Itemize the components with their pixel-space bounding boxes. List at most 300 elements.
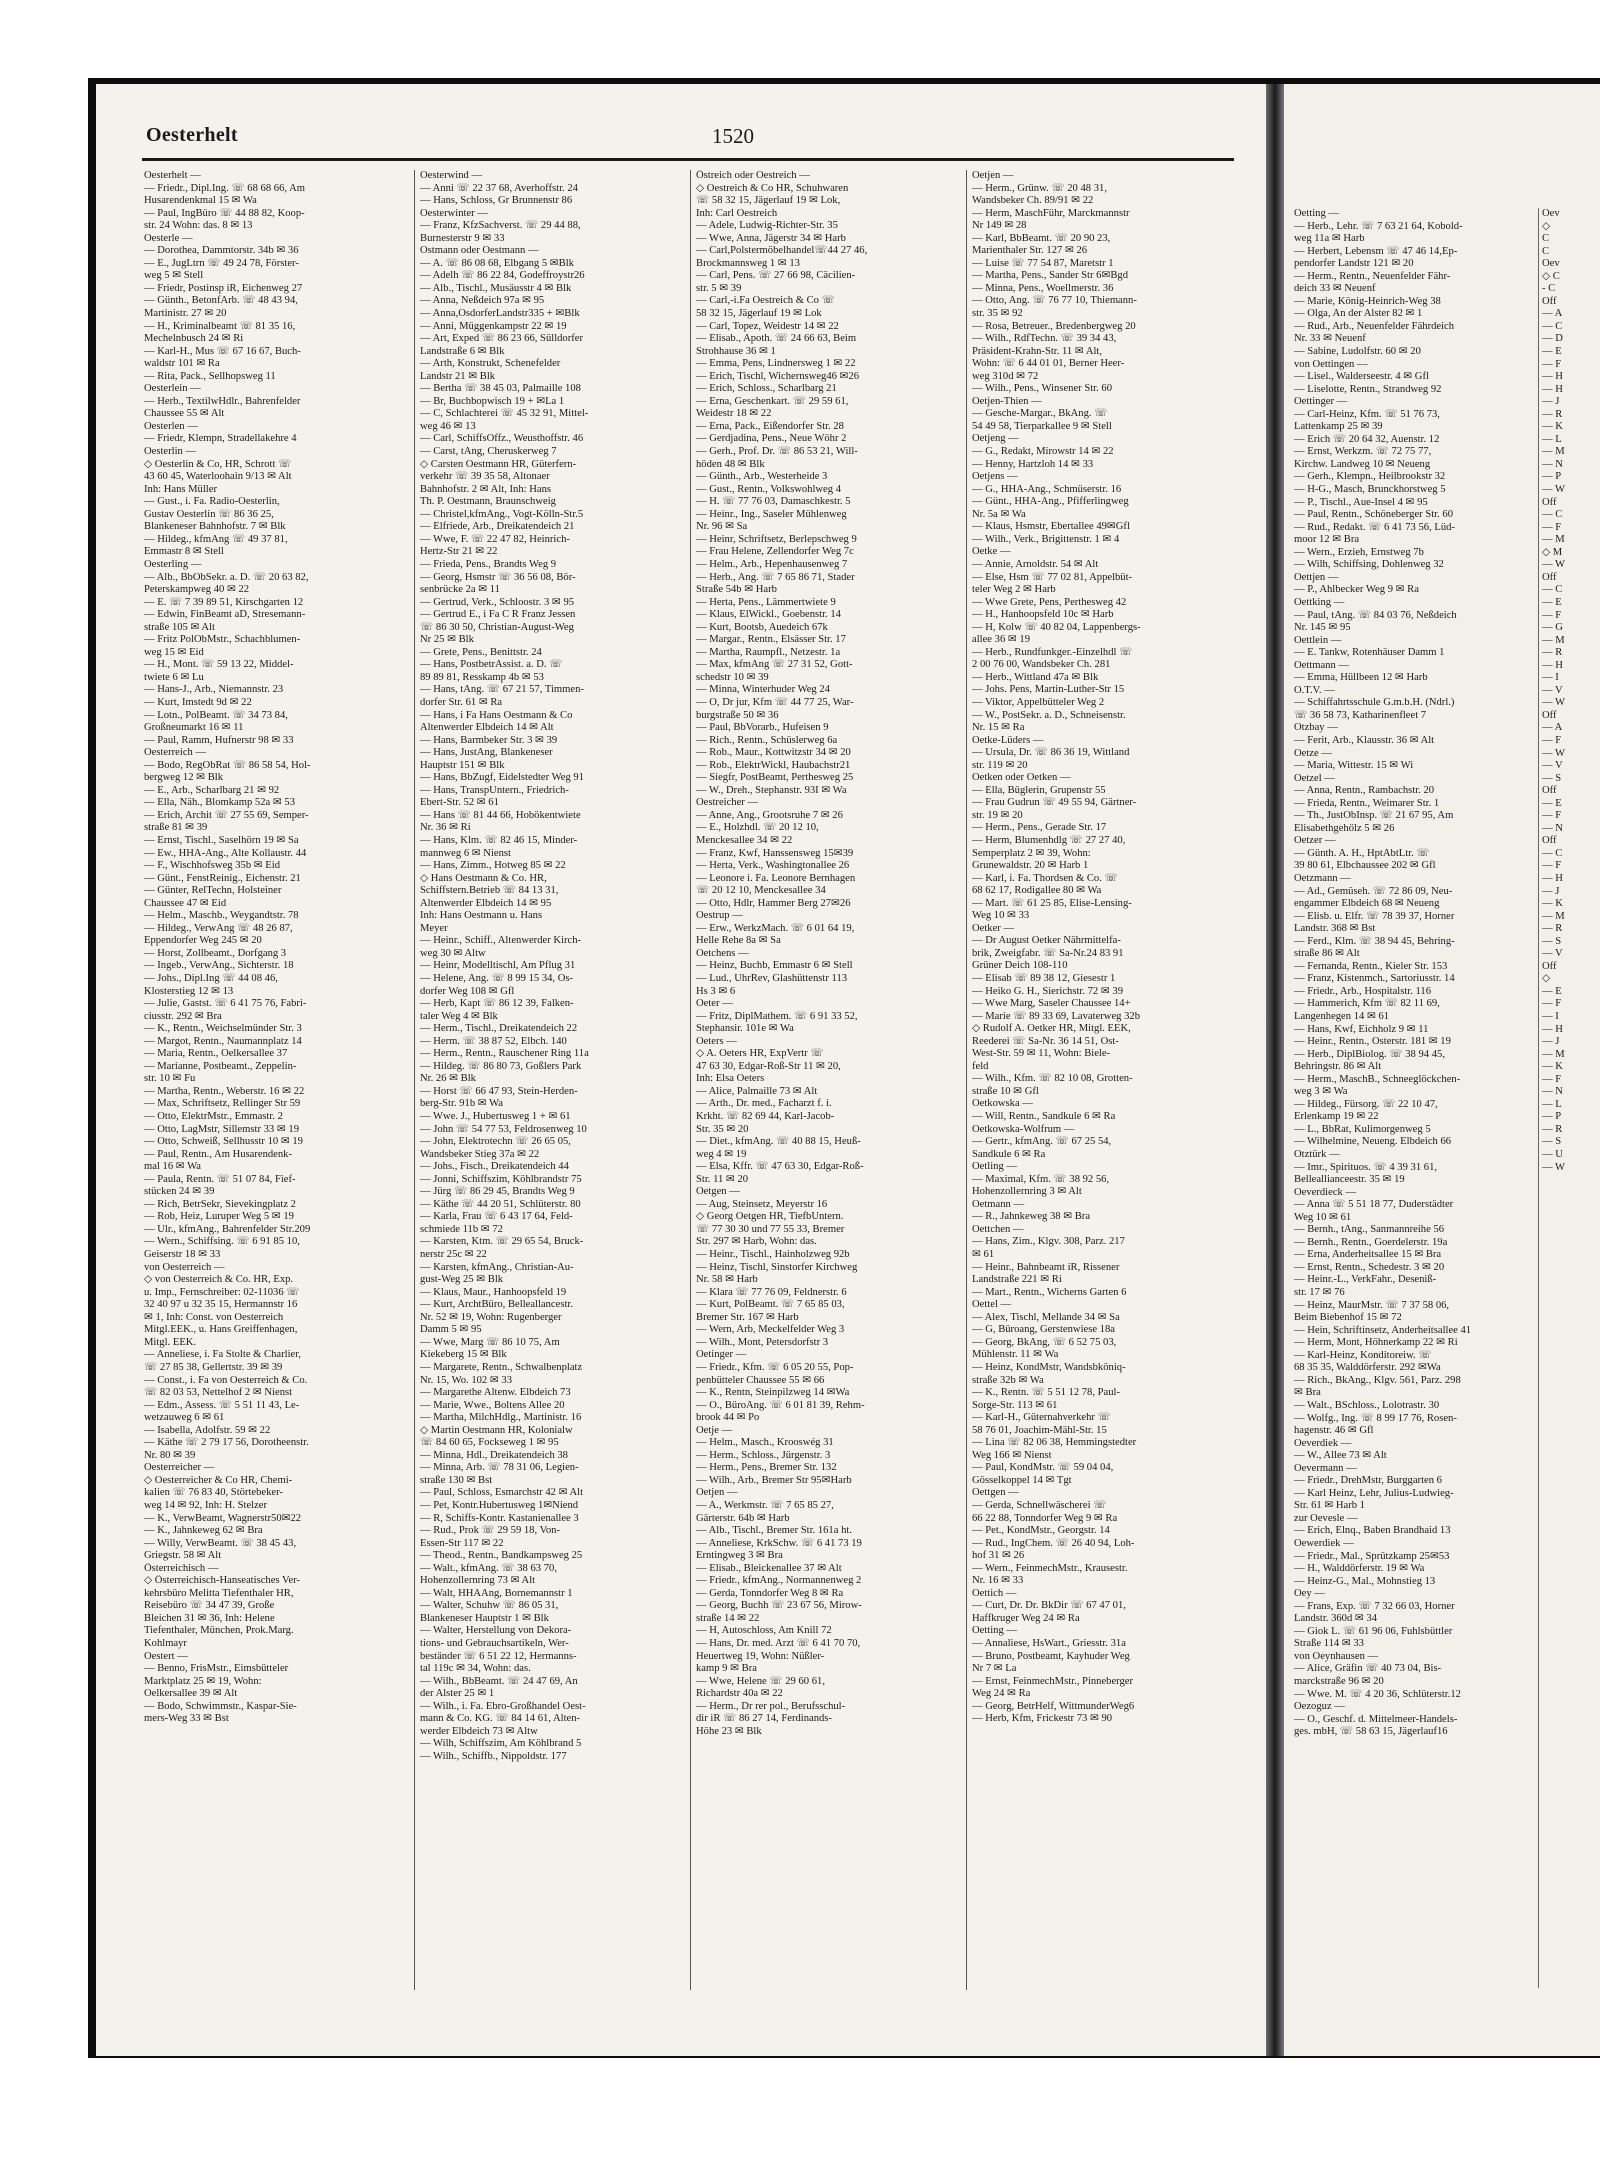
directory-entry-line: dorfer Weg 108 ✉ Gfl — [420, 985, 515, 997]
directory-entry-line: — C, Schlachterei ☏ 45 32 91, Mittel- — [420, 408, 589, 420]
directory-entry-line: — H., Kriminalbeamt ☏ 81 35 16, — [144, 320, 296, 332]
directory-entry-line: Hohenzollernring 73 ✉ Alt — [420, 1575, 536, 1587]
directory-entry-line: — Anneliese, KrkSchw. ☏ 6 41 73 19 — [696, 1537, 862, 1549]
directory-entry-line: kehrsbüro Melitta Tiefenthaler HR, — [144, 1587, 294, 1599]
directory-entry-line: Behringstr. 86 ✉ Alt — [1294, 1061, 1382, 1073]
directory-entry-line: 47 63 30, Edgar-Roß-Str 11 ✉ 20, — [696, 1060, 841, 1072]
directory-entry-line: Husarendenkmal 15 ✉ Wa — [144, 195, 257, 207]
directory-entry-line: — H-G., Masch, Brunckhorstweg 5 — [1294, 484, 1446, 496]
directory-entry-line: — Bruno, Postbeamt, Kayhuder Weg — [972, 1650, 1130, 1662]
directory-entry-line: — Karsten, Ktm. ☏ 29 65 54, Bruck- — [420, 1236, 584, 1248]
directory-entry-line: — Anna,OsdorferLandstr335 + ✉Blk — [420, 308, 580, 320]
directory-entry-line: — Gerdjadina, Pens., Neue Wöhr 2 — [696, 433, 847, 445]
directory-entry-line: — Friedr., DrehMstr, Burggarten 6 — [1294, 1475, 1442, 1487]
directory-entry-line: Grüner Deich 108-110 — [972, 960, 1068, 972]
directory-entry-line: — Th., JustObInsp. ☏ 21 67 95, Am — [1294, 810, 1454, 822]
directory-entry-line: — Rob, Heiz, Luruper Weg 5 ✉ 19 — [144, 1211, 294, 1223]
directory-entry-line: Blankeneser Hauptstr 1 ✉ Blk — [420, 1612, 549, 1624]
directory-entry-line: Nr. 15, Wo. 102 ✉ 33 — [420, 1374, 512, 1386]
directory-entry-line: Oey — — [1294, 1588, 1325, 1600]
directory-entry-line: Oesterhelt — — [144, 170, 201, 181]
directory-entry-line: — Gust., i. Fa. Radio-Oesterlin, — [144, 496, 280, 508]
directory-entry-line: — Wilh., Verk., Brigittenstr. 1 ✉ 4 — [972, 533, 1120, 545]
directory-entry-line: straße 130 ✉ Bst — [420, 1474, 493, 1486]
directory-entry-line: Eppendorfer Weg 245 ✉ 20 — [144, 935, 262, 947]
directory-entry-line: ◇ A. Oeters HR, ExpVertr ☏ — [696, 1048, 824, 1060]
directory-entry-line: — G., Redakt, Mirowstr 14 ✉ 22 — [972, 446, 1114, 458]
directory-entry-line: — H — [1542, 383, 1563, 395]
directory-entry-line: — Hans, Zimm., Hotweg 85 ✉ 22 — [420, 860, 566, 872]
directory-entry-line: — H, Autoschloss, Am Knill 72 — [696, 1625, 832, 1637]
directory-entry-line: — Bodo, Schwimmstr., Kaspar-Sie- — [144, 1700, 297, 1712]
directory-entry-line: — Horst ☏ 66 47 93, Stein-Herden- — [420, 1085, 578, 1097]
facing-page-column — [1294, 208, 1534, 1739]
directory-entry-line: Oetke-Lüders — — [972, 734, 1044, 746]
directory-entry-line: — Klaus, Maur., Hanhoopsfeld 19 — [420, 1286, 567, 1298]
directory-entry-line: — Paul, tAng. ☏ 84 03 76, Neßdeich — [1294, 609, 1457, 621]
directory-entry-line: — Heinz, Tischl, Sinstorfer Kirchweg — [696, 1261, 858, 1273]
directory-entry-line: Landstr 21 ✉ Blk — [420, 370, 496, 382]
directory-entry-line: — G., HHA-Ang., Schmüserstr. 16 — [972, 483, 1122, 495]
directory-entry-line: — Herm., Tischl., Dreikatendeich 22 — [420, 1023, 578, 1035]
directory-entry-line: — Käthe ☏ 2 79 17 56, Dorotheenstr. — [144, 1437, 309, 1449]
directory-entry-line: Wandsbeker Stieg 37a ✉ 22 — [420, 1148, 540, 1160]
directory-entry-line: — F — [1542, 734, 1562, 746]
directory-entry-line: — Heinr., Ing., Saseler Mühlenweg — [696, 508, 847, 520]
directory-entry-line: — Ernst, Werkzm. ☏ 72 75 77, — [1294, 446, 1432, 458]
directory-entry-line: straße 32b ✉ Wa — [972, 1374, 1044, 1386]
directory-entry-line: — Wilhelmine, Neueng. Elbdeich 66 — [1294, 1136, 1452, 1148]
directory-entry-line: ☏ 20 12 10, Menckesallee 34 — [696, 885, 826, 897]
directory-entry-line: — N — [1542, 822, 1563, 834]
directory-entry-line: Reisebüro ☏ 34 47 39, Große — [144, 1600, 275, 1612]
directory-entry-line: Oettel — — [972, 1299, 1012, 1311]
directory-entry-line: — Walt, HHAAng, Bornemannstr 1 — [420, 1587, 573, 1599]
directory-entry-line: — Marie ☏ 89 33 69, Lavaterweg 32b — [972, 1010, 1140, 1022]
directory-entry-line: — John ☏ 54 77 53, Feldrosenweg 10 — [420, 1123, 587, 1135]
directory-entry-line: — H — [1542, 371, 1563, 383]
directory-entry-line: 43 60 45, Waterloohain 9/13 ✉ Alt — [144, 471, 292, 483]
directory-entry-line: — Georg, BkAng, ☏ 6 52 75 03, — [972, 1336, 1117, 1348]
directory-entry-line: — Emma, Pens, Lindnersweg 1 ✉ 22 — [696, 358, 856, 370]
directory-entry-line: Marktplatz 25 ✉ 19, Wohn: — [144, 1675, 262, 1687]
directory-entry-line: — Carst, tAng, Cheruskerweg 7 — [420, 446, 557, 458]
directory-entry-line: Straße 114 ✉ 33 — [1294, 1638, 1364, 1650]
directory-entry-line: Wandsbeker Ch. 89/91 ✉ 22 — [972, 195, 1094, 207]
directory-entry-line: Damm 5 ✉ 95 — [420, 1324, 482, 1336]
directory-entry-line: — C — [1542, 320, 1563, 332]
directory-entry-line: — S — [1542, 935, 1562, 947]
directory-entry-line: — Annaliese, HsWart., Griesstr. 31a — [972, 1637, 1126, 1649]
directory-entry-line: Mitgl.EEK., u. Hans Greiffenhagen, — [144, 1324, 298, 1336]
directory-entry-line: Nr. 5a ✉ Wa — [972, 508, 1026, 520]
directory-entry-line: — Adelh ☏ 86 22 84, Godeffroystr26 — [420, 270, 585, 282]
directory-entry-line: — C — [1542, 847, 1563, 859]
directory-entry-line: — Günter, RelTechn, Holsteiner — [144, 885, 282, 897]
directory-entry-line: — Hans, i Fa Hans Oestmann & Co — [420, 709, 573, 721]
directory-entry-line: — Max, Schriftsetz, Rellinger Str 59 — [144, 1098, 301, 1110]
directory-entry-line: — Martha, MilchHdlg., Martinistr. 16 — [420, 1412, 582, 1424]
directory-entry-line: — Lisel., Walderseestr. 4 ✉ Gfl — [1294, 371, 1429, 383]
directory-entry-line: Oetting — — [1294, 208, 1340, 219]
directory-entry-line: — Otto, Hdlr, Hammer Berg 27✉26 — [696, 897, 851, 909]
directory-entry-line: — Herm., Pens., Bremer Str. 132 — [696, 1462, 837, 1474]
directory-entry-line: Marienthaler Str. 127 ✉ 26 — [972, 245, 1088, 257]
directory-entry-line: Landstraße 6 ✉ Blk — [420, 345, 505, 357]
directory-entry-line: — Herm., MaschB., Schneeglöckchen- — [1294, 1073, 1461, 1085]
directory-entry-line: — Otto, Schweiß, Sellhusstr 10 ✉ 19 — [144, 1136, 303, 1148]
directory-entry-line: — Minna, Hdl., Dreikatendeich 38 — [420, 1449, 568, 1461]
directory-entry-line: Oesterreich — — [144, 747, 207, 759]
directory-entry-line: ◇ M — [1542, 546, 1563, 558]
directory-entry-line: — Erw., WerkzMach. ☏ 6 01 64 19, — [696, 922, 855, 934]
directory-entry-line: Lattenkamp 25 ✉ 39 — [1294, 421, 1383, 433]
directory-entry-line: Oettich — — [972, 1587, 1017, 1599]
directory-entry-line: — Jürg ☏ 86 29 45, Brandts Weg 9 — [420, 1186, 575, 1198]
directory-entry-line: Großneumarkt 16 ✉ 11 — [144, 722, 244, 734]
directory-entry-line: verkehr ☏ 39 35 58, Altonaer — [420, 471, 550, 483]
directory-entry-line: Nr. 58 ✉ Harb — [696, 1274, 758, 1286]
directory-entry-line: — Ella, Büglerin, Grupenstr 55 — [972, 784, 1106, 796]
directory-entry-line: Tiefenthaler, München, Prok.Marg. — [144, 1625, 294, 1637]
directory-entry-line: Inh: Hans Oestmann u. Hans — [420, 910, 543, 922]
directory-entry-line: — E — [1542, 985, 1562, 997]
directory-entry-line: — Gertrud, Verk., Schloostr. 3 ✉ 95 — [420, 596, 575, 608]
directory-entry-line: — Paul, Rentn., Schöneberger Str. 60 — [1294, 509, 1453, 521]
directory-entry-line: — Carl, SchiffsOffz., Weusthoffstr. 46 — [420, 433, 584, 445]
directory-entry-line: — J — [1542, 1036, 1560, 1048]
directory-entry-line: — Wwe Grete, Pens, Perthesweg 42 — [972, 596, 1127, 608]
directory-entry-line: senbrücke 2a ✉ 11 — [420, 584, 500, 596]
directory-entry-line: tions- und Gebrauchsartikeln, Wer- — [420, 1637, 569, 1649]
directory-entry-line: dir iR ☏ 86 27 14, Ferdinands- — [696, 1713, 832, 1725]
directory-entry-line: — Helene, Ang. ☏ 8 99 15 34, Os- — [420, 973, 574, 984]
directory-entry-line: Oev — [1542, 208, 1560, 219]
directory-entry-line: Nr. 16 ✉ 33 — [972, 1575, 1024, 1587]
directory-entry-line: Oettgen — — [972, 1487, 1019, 1499]
directory-entry-line: — Annie, Arnoldstr. 54 ✉ Alt — [972, 558, 1099, 570]
directory-entry-line: Burnesterstr 9 ✉ 33 — [420, 232, 505, 244]
directory-entry-line: Oetjens — — [972, 471, 1018, 483]
directory-entry-line: ☏ 77 30 30 und 77 55 33, Bremer — [696, 1223, 845, 1235]
directory-entry-line: Str. 297 ✉ Harb, Wohn: das. — [696, 1236, 817, 1248]
directory-entry-line: — Frieda, Pens., Brandts Weg 9 — [420, 558, 557, 570]
directory-entry-line: — Karl, BbBeamt. ☏ 20 90 23, — [972, 232, 1111, 244]
directory-entry-line: twiete 6 ✉ Lu — [144, 671, 204, 683]
directory-entry-line: Oetgen — — [696, 1186, 740, 1198]
directory-entry-line: — Martha, Rentn., Weberstr. 16 ✉ 22 — [144, 1085, 305, 1097]
directory-entry-line: — Paul, BbVorarb., Hufeisen 9 — [696, 722, 829, 734]
directory-entry-line: Östreich oder Oestreich — — [696, 170, 810, 181]
directory-entry-line: — Herb., DiplBiolog. ☏ 38 94 45, — [1294, 1048, 1445, 1060]
directory-entry-line: — Ingeb., VerwAng., Sichterstr. 18 — [144, 960, 294, 972]
directory-entry-line: — Johs., Fisch., Dreikatendeich 44 — [420, 1161, 569, 1173]
directory-entry-line: ◇ Georg Oetgen HR, TiefbUntern. — [696, 1211, 844, 1223]
directory-entry-line: Oetjeng — — [972, 433, 1019, 445]
directory-entry-line: straße 14 ✉ 22 — [696, 1612, 760, 1624]
directory-entry-line: — Willy, VerwBeamt. ☏ 38 45 43, — [144, 1537, 297, 1549]
directory-entry-line: — Johs., Dipl.Ing ☏ 44 08 46, — [144, 973, 278, 984]
directory-entry-line: — Hans, JustAng, Blankeneser — [420, 747, 553, 759]
directory-entry-line: — F — [1542, 998, 1562, 1010]
directory-entry-line: — A — [1542, 722, 1563, 734]
directory-entry-line: — Otto, Ang. ☏ 76 77 10, Thiemann- — [972, 295, 1137, 307]
directory-entry-line: straße 10 ✉ Gfl — [972, 1085, 1039, 1097]
directory-entry-line: — I — [1542, 672, 1559, 684]
directory-entry-line: — Ursula, Dr. ☏ 86 36 19, Wittland — [972, 747, 1130, 759]
facing-page-cut-column — [1542, 208, 1600, 1174]
directory-entry-line: — Gertrud E., i Fa C R Franz Jessen — [420, 609, 576, 621]
directory-entry-line: Oestreicher — — [696, 797, 759, 809]
directory-entry-line: — Marianne, Postbeamt., Zeppelin- — [144, 1060, 297, 1072]
directory-entry-line: — I — [1542, 1011, 1559, 1022]
directory-entry-line: Inh: Elsa Oeters — [696, 1073, 765, 1085]
directory-entry-line: — Herb., Ang. ☏ 7 65 86 71, Stader — [696, 571, 855, 583]
directory-entry-line: Haffkruger Weg 24 ✉ Ra — [972, 1612, 1080, 1624]
directory-entry-line: — Herb., Lehr. ☏ 7 63 21 64, Kobold- — [1294, 220, 1463, 232]
directory-entry-line: — Gertr., kfmAng. ☏ 67 25 54, — [972, 1136, 1112, 1148]
directory-entry-line: — Heinz-G., Mal., Mohnstieg 13 — [1294, 1575, 1436, 1587]
directory-entry-line: Oetje — — [696, 1424, 733, 1436]
directory-entry-line: — Rud., IngChem. ☏ 26 40 94, Loh- — [972, 1537, 1135, 1549]
directory-entry-line: — Martha, Pens., Sander Str 6✉Bgd — [972, 270, 1128, 282]
directory-entry-line: — M — [1542, 1048, 1565, 1060]
directory-entry-line: — Herb., TextilwHdlr., Bahrenfelder — [144, 395, 301, 407]
directory-entry-line: Hohenzollernring 3 ✉ Alt — [972, 1186, 1082, 1198]
directory-entry-line: — Kurt, ArchtBüro, Belleallancestr. — [420, 1299, 573, 1311]
directory-entry-line: — Gerh., Prof. Dr. ☏ 86 53 21, Will- — [696, 446, 858, 458]
directory-entry-line: Menckesallee 34 ✉ 22 — [696, 834, 793, 846]
directory-entry-line: — Martha, Raumpfl., Netzestr. 1a — [696, 646, 841, 658]
directory-entry-line: ◇ Hans Oestmann & Co. HR, — [420, 872, 547, 884]
directory-entry-line: — V — [1542, 760, 1563, 772]
directory-entry-line: Oelkersallee 39 ✉ Alt — [144, 1688, 238, 1700]
directory-entry-line: — V — [1542, 948, 1563, 960]
directory-entry-line: — F — [1542, 521, 1562, 533]
directory-entry-line: — Ulr., kfmAng., Bahrenfelder Str.209 — [144, 1223, 311, 1235]
directory-entry-line: — Hildeg., VerwAng ☏ 48 26 87, — [144, 922, 293, 934]
directory-entry-line: — Herm., Dr rer pol., Berufsschul- — [696, 1700, 846, 1712]
directory-entry-line: Bahnhofstr. 2 ✉ Alt, Inh: Hans — [420, 483, 551, 495]
directory-entry-line: — Theod., Rentn., Bandkampsweg 25 — [420, 1550, 583, 1562]
directory-entry-line: — Hein, Schriftinsetz, Anderheitsallee 41 — [1294, 1324, 1472, 1336]
directory-entry-line: — Carl, Topez, Weidestr 14 ✉ 22 — [696, 320, 839, 332]
directory-entry-line: 54 49 58, Tierparkallee 9 ✉ Stell — [972, 420, 1112, 432]
directory-entry-line: — Karla, Frau ☏ 6 43 17 64, Feld- — [420, 1211, 573, 1223]
directory-entry-line: — Anna, Neßdeich 97a ✉ 95 — [420, 295, 545, 307]
directory-entry-line: Kirchw. Landweg 10 ✉ Neueng — [1294, 458, 1431, 470]
directory-entry-line: — Gust., Rentn., Volkswohlweg 4 — [696, 483, 841, 495]
directory-entry-line: Bleichen 31 ✉ 36, Inh: Helene — [144, 1612, 275, 1624]
directory-entry-line: Off — [1542, 709, 1557, 721]
directory-entry-line: — Wern., Schiffsing. ☏ 6 91 85 10, — [144, 1236, 300, 1248]
directory-entry-line: 58 32 15, Jägerlauf 19 ✉ Lok — [696, 308, 822, 320]
directory-entry-line: str. 19 ✉ 20 — [972, 809, 1023, 821]
directory-entry-line: ◇ Österreichisch-Hanseatisches Ver- — [144, 1575, 300, 1587]
directory-entry-line: 58 76 01, Joachim-Mähl-Str. 15 — [972, 1424, 1107, 1436]
directory-entry-line: — Herb, Kfm, Frickestr 73 ✉ 90 — [972, 1713, 1113, 1725]
directory-entry-line: weg 310d ✉ 72 — [972, 370, 1039, 382]
directory-entry-line: Martinistr. 27 ✉ 20 — [144, 308, 227, 320]
directory-entry-line: Inh: Hans Müller — [144, 483, 217, 495]
column-1 — [144, 170, 410, 2030]
directory-entry-line: brik, Zweigfabr. ☏ Sa-Nr.24 83 91 — [972, 947, 1124, 959]
directory-entry-line: Nr. 52 ✉ 19, Wohn: Rugenberger — [420, 1311, 562, 1323]
directory-entry-line: 2 00 76 00, Wandsbeker Ch. 281 — [972, 659, 1111, 671]
directory-entry-line: schedstr 10 ✉ 39 — [696, 671, 769, 683]
directory-entry-line: Ebert-Str. 52 ✉ 61 — [420, 797, 499, 809]
directory-entry-line: burgstraße 50 ✉ 36 — [696, 709, 779, 721]
directory-entry-line: — Hildeg., kfmAng ☏ 49 37 81, — [144, 533, 288, 545]
directory-entry-line: — O., BüroAng. ☏ 6 01 81 39, Rehm- — [696, 1399, 865, 1411]
directory-entry-line: — Bodo, RegObRat ☏ 86 58 54, Hol- — [144, 759, 311, 771]
directory-entry-line: — Karl-H., Mus ☏ 67 16 67, Buch- — [144, 345, 301, 357]
directory-entry-line: — Ernst, Rentn., Schedestr. 3 ✉ 20 — [1294, 1261, 1445, 1273]
directory-entry-line: — Pet., KondMstr., Georgstr. 14 — [972, 1525, 1110, 1537]
directory-entry-line: — Klara ☏ 77 76 09, Feldnerstr. 6 — [696, 1286, 847, 1298]
directory-entry-line: der Alster 25 ✉ 1 — [420, 1688, 495, 1700]
directory-entry-line: — Rita, Pack., Sellhopsweg 11 — [144, 370, 276, 382]
directory-entry-line: — Frau Gudrun ☏ 49 55 94, Gärtner- — [972, 797, 1137, 809]
directory-entry-line: — Minna, Pens., Woellmerstr. 36 — [972, 282, 1114, 294]
directory-entry-line: — Rud., Arb., Neuenfelder Fährdeich — [1294, 320, 1455, 332]
directory-entry-line: — Hans, TranspUntern., Friedrich- — [420, 784, 569, 796]
directory-entry-line: — F., Wischhofsweg 35b ✉ Eid — [144, 860, 280, 872]
directory-entry-line: — Frau Helene, Zellendorfer Weg 7c — [696, 546, 854, 558]
directory-entry-line: — Wilh, Schiffszim, Am Köhlbrand 5 — [420, 1738, 582, 1750]
directory-entry-line: — W., Allee 73 ✉ Alt — [1294, 1450, 1387, 1462]
directory-entry-line: — Carl,Polstermöbelhandel☏44 27 46, — [696, 245, 868, 257]
directory-entry-line: — J — [1542, 885, 1560, 897]
directory-entry-line: — Heinz, MaurMstr. ☏ 7 37 58 06, — [1294, 1299, 1450, 1311]
directory-entry-line: Richardstr 40a ✉ 22 — [696, 1688, 783, 1700]
directory-entry-line: — Karl-Heinz, Konditoreiw. ☏ — [1294, 1349, 1432, 1361]
directory-entry-line: Österreichisch — — [144, 1562, 219, 1574]
directory-entry-line: brook 44 ✉ Po — [696, 1412, 760, 1424]
directory-entry-line: — L — [1542, 1098, 1562, 1110]
directory-entry-line: — Mart. ☏ 61 25 85, Elise-Lensing- — [972, 897, 1132, 909]
directory-entry-line: — Rud., Redakt. ☏ 6 41 73 56, Lüd- — [1294, 521, 1455, 533]
directory-entry-line: — Olga, An der Alster 82 ✉ 1 — [1294, 308, 1423, 320]
directory-entry-line: — Franz, Kistenmch., Sartoriusstr. 14 — [1294, 973, 1455, 985]
directory-entry-line: Emmastr 8 ✉ Stell — [144, 546, 224, 558]
directory-entry-line: ☏ 84 60 65, Fockseweg 1 ✉ 95 — [420, 1437, 559, 1449]
directory-entry-line: — Hans, BbZugf, Eidelstedter Weg 91 — [420, 772, 585, 784]
directory-entry-line: — Günt., FenstReinig., Eichenstr. 21 — [144, 872, 301, 884]
directory-entry-line: — C — [1542, 584, 1563, 596]
directory-entry-line: tal 119c ✉ 34, Wohn: das. — [420, 1663, 531, 1675]
directory-entry-line: — Alb., BbObSekr. a. D. ☏ 20 63 82, — [144, 571, 309, 583]
directory-entry-line: — Benno, FrisMstr., Eimsbütteler — [144, 1663, 289, 1675]
directory-entry-line: Chaussee 47 ✉ Eid — [144, 897, 227, 909]
directory-entry-line: — Carl-Heinz, Kfm. ☏ 51 76 73, — [1294, 408, 1440, 420]
directory-entry-line: Str. 61 ✉ Harb 1 — [1294, 1500, 1365, 1512]
directory-entry-line: — Paul, Ramm, Hufnerstr 98 ✉ 33 — [144, 734, 294, 746]
directory-entry-line: — Rosa, Betreuer., Bredenbergweg 20 — [972, 320, 1136, 332]
directory-entry-line: — Imr., Spirituos. ☏ 4 39 31 61, — [1294, 1161, 1438, 1173]
directory-entry-line: — Wilh., Mont, Petersdorfstr 3 — [696, 1336, 829, 1348]
directory-entry-line: weg 15 ✉ Eid — [144, 646, 204, 658]
directory-entry-line: Oetmann — — [972, 1198, 1025, 1210]
directory-entry-line: — Elisab ☏ 89 38 12, Giesestr 1 — [972, 973, 1116, 984]
directory-entry-line: Oesterlin — — [144, 446, 197, 458]
directory-entry-line: berg-Str. 91b ✉ Wa — [420, 1098, 503, 1110]
directory-entry-line: str. 119 ✉ 20 — [972, 759, 1028, 771]
directory-entry-line: — Ferit, Arb., Klausstr. 36 ✉ Alt — [1294, 734, 1435, 746]
directory-entry-line: werder Elbdeich 73 ✉ Altw — [420, 1725, 538, 1737]
directory-entry-line: — Heinr., Schiff., Altenwerder Kirch- — [420, 935, 582, 947]
directory-entry-line: C — [1542, 245, 1550, 257]
directory-entry-line: engammer Elbdeich 68 ✉ Neueng — [1294, 898, 1440, 910]
directory-entry-line: Oetchens — — [696, 947, 749, 959]
directory-entry-line: — Herbert, Lebensm ☏ 47 46 14,Ep- — [1294, 245, 1458, 257]
directory-entry-line: 32 40 97 u 32 35 15, Hermannstr 16 — [144, 1299, 298, 1311]
directory-entry-line: — Ernst, FeinmechMstr., Pinneberger — [972, 1675, 1134, 1687]
directory-entry-line: Oetze — — [1294, 747, 1332, 759]
directory-entry-line: — Hans, Klm. ☏ 82 46 15, Minder- — [420, 834, 578, 846]
directory-entry-line: — R, Schiffs-Kontr. Kastanienallee 3 — [420, 1512, 579, 1524]
directory-entry-line: — Henny, Hartzloh 14 ✉ 33 — [972, 458, 1094, 470]
directory-entry-line: waldstr 101 ✉ Ra — [144, 358, 220, 370]
directory-entry-line: höden 48 ✉ Blk — [696, 458, 765, 470]
directory-entry-line: Weidestr 18 ✉ 22 — [696, 408, 772, 420]
directory-entry-line: — F — [1542, 358, 1562, 370]
header-rule — [142, 158, 1234, 161]
directory-entry-line: — Wwe. M. ☏ 4 20 36, Schlüterstr.12 — [1294, 1688, 1461, 1700]
directory-entry-line: — Georg, BetrHelf, WittmunderWeg6 — [972, 1700, 1135, 1712]
directory-entry-line: — N — [1542, 458, 1563, 470]
directory-entry-line: — E. Tankw, Rotenhäuser Damm 1 — [1294, 647, 1445, 659]
directory-entry-line: — Paul, Schloss, Esmarchstr 42 ✉ Alt — [420, 1487, 584, 1499]
directory-entry-line: — G, Büroang, Gerstenwiese 18a — [972, 1324, 1115, 1336]
directory-entry-line: Str. 11 ✉ 20 — [696, 1173, 749, 1185]
directory-entry-line: — Const., i. Fa von Oesterreich & Co. — [144, 1374, 308, 1386]
directory-entry-line: — Heinr., Bahnbeamt iR, Rissener — [972, 1261, 1120, 1273]
directory-entry-line: — Erna, Pack., Eißendorfer Str. 28 — [696, 420, 844, 432]
directory-entry-line: — M — [1542, 910, 1565, 922]
directory-entry-line: ◇ Rudolf A. Oetker HR, Mitgl. EEK, — [972, 1023, 1131, 1035]
directory-entry-line: — Bernh., tAng., Sanmannreihe 56 — [1294, 1224, 1445, 1236]
directory-entry-line: — Ew., HHA-Ang., Alte Kollaustr. 44 — [144, 847, 307, 859]
directory-entry-line: — W., PostSekr. a. D., Schneisenstr. — [972, 709, 1126, 721]
directory-entry-line: — Aug, Steinsetz, Meyerstr 16 — [696, 1198, 828, 1210]
directory-entry-line: — Ernst, Tischl., Saselhörn 19 ✉ Sa — [144, 834, 299, 846]
directory-entry-line: — Georg, Hsmstr ☏ 36 56 08, Bör- — [420, 571, 576, 583]
directory-entry-line: 66 22 88, Tonndorfer Weg 9 ✉ Ra — [972, 1512, 1118, 1524]
directory-entry-line: — Karl, i. Fa. Thordsen & Co. ☏ — [972, 872, 1118, 884]
directory-entry-line: — Ad., Gemüseh. ☏ 72 86 09, Neu- — [1294, 885, 1453, 897]
directory-entry-line: schmiede 11b ✉ 72 — [420, 1223, 503, 1235]
directory-entry-line: Off — [1542, 835, 1557, 847]
directory-entry-line: — John, Elektrotechn ☏ 26 65 05, — [420, 1136, 571, 1148]
directory-entry-line: Hs 3 ✉ 6 — [696, 985, 736, 997]
directory-entry-line: — Paula, Rentn. ☏ 51 07 84, Fief- — [144, 1173, 296, 1185]
directory-entry-line: — Herb., Wittland 47a ✉ Blk — [972, 671, 1099, 683]
directory-entry-line: Blankeneser Bahnhofstr. 7 ✉ Blk — [144, 521, 286, 533]
directory-entry-line: — A — [1542, 308, 1563, 320]
directory-entry-line: — Hans, Dr. med. Arzt ☏ 6 41 70 70, — [696, 1637, 861, 1649]
directory-entry-line: ◇ Oestreich & Co HR, Schuhwaren — [696, 182, 849, 194]
directory-entry-line: Otztürk — — [1294, 1149, 1340, 1161]
directory-entry-line: Oetken oder Oetken — — [972, 772, 1071, 784]
directory-entry-line: Oettchen — — [972, 1223, 1024, 1235]
directory-entry-line: — Max, kfmAng ☏ 27 31 52, Gott- — [696, 659, 853, 671]
directory-entry-line: — Sabine, Ludolfstr. 60 ✉ 20 — [1294, 346, 1421, 358]
directory-entry-line: Semperplatz 2 ✉ 39, Wohn: — [972, 847, 1091, 859]
directory-entry-line: Strohhause 36 ✉ 1 — [696, 345, 776, 357]
directory-entry-line: — F — [1542, 810, 1562, 822]
directory-entry-line: — K., Jahnkeweg 62 ✉ Bra — [144, 1525, 263, 1537]
